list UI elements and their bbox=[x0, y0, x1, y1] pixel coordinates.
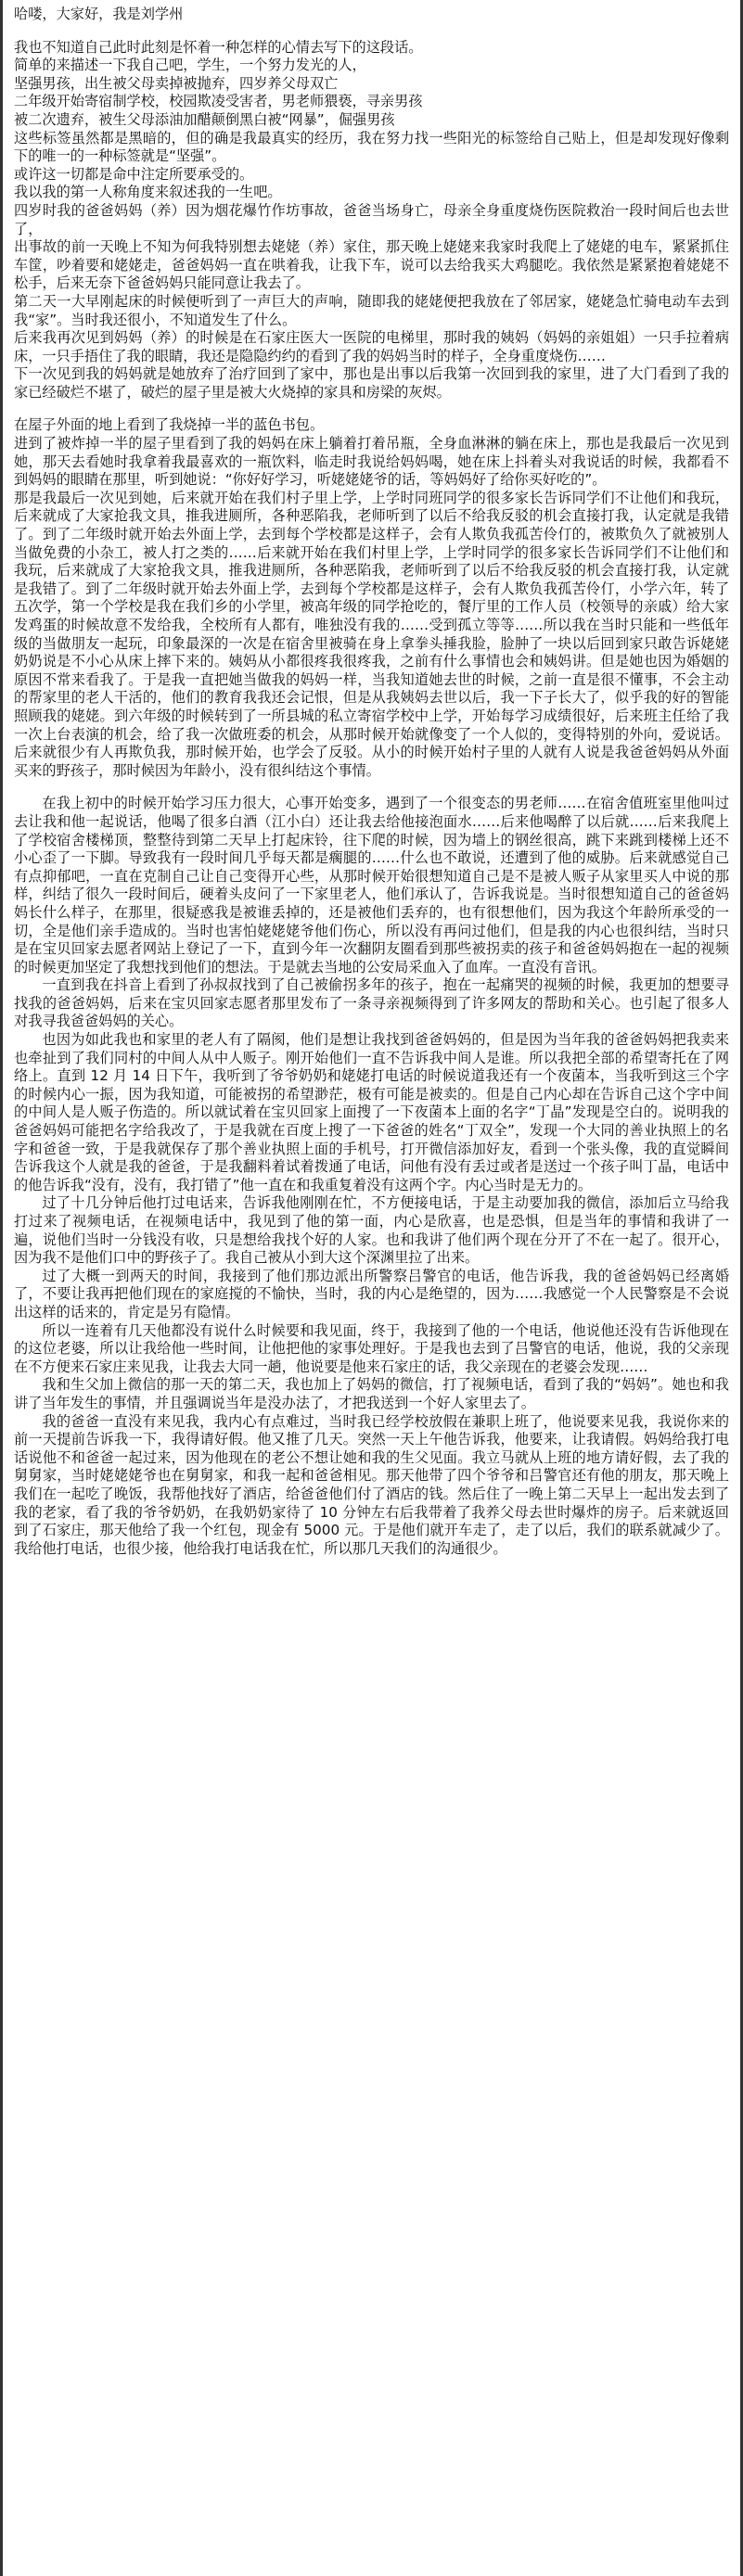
paragraph-last-visit: 进到了被炸掉一半的屋子里看到了我的妈妈在床上躺着打着吊瓶，全身血淋淋的躺在床上，那也是我最后一次见到她，那天去看她时我拿着我最喜欢的一瓶饮料，临走时我说给妈妈喝，她在床上抖着头对我说话的时候，我都看不到妈妈的眼睛在那里，听到她说：“你好好学习，听姥姥姥爷的话，等妈妈好了给你买好吃的”。 bbox=[14, 435, 729, 489]
paragraph-school-years: 那是我最后一次见到她，后来就开始在我们村子里上学，上学时同班同学的很多家长告诉同学们不让他们和我玩，后来就成了大家抢我文具，推我进厕所，各种恶陷我，老师听到了以后不给我反驳的机会直接打我，认定就是我错了。到了二年级时就开始去外面上学，去到每个学校都是这样子，会有人欺负我孤苦伶仃的，被欺负久了就被别人当做免费的小杂工，被人打之类的……后来就开始在我们村里上学，上学时同学的很多家长告诉同学们不让他们和我玩，后来就成了大家抢我文具，推我进厕所，各种恶陷我，老师听到了以后不给我反驳的机会直接打我，认定就是我错了。到了二年级时就开始去外面上学，去到每个学校都是这样子，会有人欺负我孤苦伶仃，小学六年，转了五次学，第一个学校是我在我们乡的小学里，被高年级的同学抢吃的，餐厅里的工作人员（校领导的亲戚）给大家发鸡蛋的时候故意不发给我，全校所有人都有，唯独没有我的……受到孤立等等……所以我在当时只能和一些低年级的当做朋友一起玩，印象最深的一次是在宿舍里被骑在身上拿拳头捶我脸，脸肿了一块以后回到家只敢告诉姥姥奶奶说是不小心从床上摔下来的。姨妈从小都很疼我很疼我，之前有什么事情也会和姨妈讲。但是她也因为婚姻的原因不常来看我了。于是我一直把她当做我的妈妈一样，当我知道她去世的时候，之前一直是很不懂事，不会主动的帮家里的老人干活的，他们的教育我我还会记恨，但是从我姨妈去世以后，我一下子长大了，似乎我的好的智能照顾我的姥姥。到六年级的时候转到了一所县城的私立寄宿学校中上学，开始每学习成绩很好，后来班主任给了我一次上台表演的机会，给了我一次做班委的机会，从那时候开始就像变了一个人似的，变得特别的外向，爱说话。后来就很少有人再欺负我，那时候开始，也学会了反驳。从小的时候开始村子里的人就有人说是我爸爸妈妈从外面买来的野孩子，那时候因为年龄小，没有很纠结这个事情。 bbox=[14, 489, 729, 779]
blank-line bbox=[14, 24, 729, 39]
paragraph-accident: 四岁时我的爸爸妈妈（养）因为烟花爆竹作坊事故，爸爸当场身亡，母亲全身重度烧伤医院救治一段时间后也去世了， bbox=[14, 201, 729, 237]
paragraph-self-intro: 简单的来描述一下我自己吧，学生，一个努力发光的人， bbox=[14, 57, 366, 74]
paragraph-intro: 我也不知道自己此时此刻是怀着一种怎样的心情去写下的这段话。 bbox=[14, 38, 423, 56]
blank-line bbox=[14, 780, 729, 795]
paragraph-police-call: 过了大概一到两天的时间，我接到了他们那边派出所警察吕警官的电话，他告诉我，我的爸爸妈妈已经离婚了，不要让我再把他们现在的家庭搅的不愉快，当时，我的内心是绝望的，因为……我感觉一个人民警察是不会说出这样的话来的，肯定是另有隐情。 bbox=[14, 1267, 729, 1320]
paragraph-meeting-father: 我的爸爸一直没有来见我，我内心有点难过，当时我已经学校放假在兼职上班了，他说要来见我，我说你来的前一天提前告诉我一下，我得请好假。他又推了几天。突然一天上午他告诉我，他要来，让我请假。妈妈给我打电话说他不和爸爸一起过来，因为他现在的老公不想让她和我的生父见面。我立马就从上班的地方请好假，去了我的舅舅家，当时姥姥姥爷也在舅舅家，和我一起和爸爸相见。那天他带了四个爷爷和吕警官还有他的朋友，那天晚上我们在一起吃了晚饭，我帮他找好了酒店，给爸爸他们付了酒店的钱。然后住了一晚上第二天早上一起出发去到了我的老家，看了我的爷爷奶奶，在我奶奶家待了 10 分钟左右后我带着了我养父母去世时爆炸的房子。后来就返回到了石家庄，那天他给了我一个红包，现金有 5000 元。于是他们就开车走了，走了以后，我们的联系就减少了。我给他打电话，也很少接，他给我打电话我在忙，所以那几天我们的沟通很少。 bbox=[14, 1412, 729, 1557]
paragraph-next-morning: 第二天一大早刚起床的时候便听到了一声巨大的声响，随即我的姥姥便把我放在了邻居家，姥姥急忙骑电动车去到我“家”。当时我还很小，不知道发生了什么。 bbox=[14, 292, 729, 328]
paragraph-tag-1: 坚强男孩，出生被父母卖掉被抛弃，四岁养父母双亡 bbox=[14, 74, 339, 92]
paragraph-tags-summary: 这些标签虽然都是黑暗的，但的确是我最真实的经历，我在努力找一些阳光的标签给自己贴上，但是却发现好像剩下的唯一的一种标签就是“坚强”。 bbox=[14, 129, 729, 165]
paragraph-search: 也因为如此我也和家里的老人有了隔阂，他们是想让我找到爸爸妈妈的，但是因为当年我的爸爸妈妈把我卖来也牵扯到了我们同村的中间人从中人贩子。刚开始他们一直不告诉我中间人是谁。所以我把全部的希望寄托在了网络上。直到 12 月 14 日下午，我听到了爷爷奶奶和姥姥打电话的时候说道我还有一个夜菌本，当我听到这三个字的时候内心一振，因为我知道，可能被拐的希望渺茫，极有可能是被卖的。但是自己内心却在告诉自己这个字中间的中间人是人贩子伤造的。所以就试着在宝贝回家上面搜了一下夜菌本上面的名字“丁晶”发现是空白的。说明我的爸爸妈妈可能把名字给我改了，于是我就在百度上搜了一下爸爸的姓名“丁双全”，发现一个大同的善业执照上的名字和爸爸一致，于是我就保存了那个善业执照上面的手机号，打开微信添加好友，看到一个张头像，我的直觉瞬间告诉我这个人就是我的爸爸，于是我翻料着试着拨通了电话，问他有没有丢过或者是送过一个孩子叫丁晶，电话中的他告诉我“没有，没有，我打错了”他一直在和我重复着没有这两个字。内心当时是无力的。 bbox=[14, 1031, 729, 1193]
paragraph-tag-2: 二年级开始寄宿制学校，校园欺凌受害者，男老师猥亵，寻亲男孩 bbox=[14, 93, 423, 110]
paragraph-tag-3: 被二次遗弃，被生父母添油加醋颠倒黑白被“网暴”，倔强男孩 bbox=[14, 110, 395, 128]
paragraph-middle-school: 在我上初中的时候开始学习压力很大，心事开始变多，遇到了一个很变态的男老师……在宿舍值班室里他叫过去让我和他一起说话，他喝了很多白酒（江小白）还让我去给他接泡面水……后来他喝醉了以后就……后来我爬上了学校宿舍楼梯顶，整整待到第二天早上打起床铃，往下爬的时候，因为墙上的钢丝很高，跳下来跳到楼梯上还不小心歪了一下脚。导致我有一段时间几乎每天都是瘸腿的……什么也不敢说，还遭到了他的威胁。后来就感觉自己有点抑郁吧，一直在克制自己让自己变得开心些，从那时候开始很想知道自己是不是被人贩子从家里买人中说的那样，纠结了很久一段时间后，硬着头皮问了一下家里老人，他们承认了，告诉我说是。当时很想知道自己的爸爸妈妈长什么样子，在那里，很疑惑我是被谁丢掉的，还是被他们丢弃的，也有很想他们，因为我这个年龄所承受的一切，全是他们亲手造成的。当时也害怕姥姥姥爷他们伤心，所以没有再问过他们，但是我的内心也很纠结，当时只是在宝贝回家去愿者网站上登记了一下，直到今年一次翻阴友圈看到那些被拐卖的孩子和爸爸妈妈抱在一起的视频的时候更加坚定了我想找到他们的想法。于是就去当地的公安局采血入了血库。一直没有音讯。 bbox=[14, 795, 729, 976]
paragraph-home-ruins: 下一次见到我的妈妈就是她放弃了治疗回到了家中，那也是出事以后我第一次回到我的家里，进了大门看到了我的家已经破烂不堪了，破烂的屋子里是被大火烧掉的家具和房梁的灰烬。 bbox=[14, 365, 729, 401]
paragraph-schoolbag: 在屋子外面的地上看到了我烧掉一半的蓝色书包。 bbox=[14, 416, 325, 434]
paragraph-fate: 或许这一切都是命中注定所要承受的。 bbox=[14, 165, 254, 183]
paragraph-mother-wechat: 我和生父加上微信的那一天的第二天，我也加上了妈妈的微信，打了视频电话，看到了我的“妈妈”。她也和我讲了当年发生的事情，并且强调说当年是没办法了，才把我送到一个好人家里去了。 bbox=[14, 1376, 729, 1411]
paragraph-douyin: 一直到我在抖音上看到了孙叔叔找到了自己被偷拐多年的孩子，抱在一起痛哭的视频的时候，我更加的想要寻找我的爸爸妈妈，后来在宝贝回家志愿者那里发布了一条寻亲视频得到了许多网友的帮助和关心。也引起了很多人对我寻我爸爸妈妈的关心。 bbox=[14, 976, 729, 1030]
greeting: 哈喽，大家好，我是刘学州 bbox=[14, 6, 184, 22]
paragraph-night-before: 出事故的前一天晚上不知为何我特别想去姥姥（养）家住，那天晚上姥姥来我家时我爬上了姥姥的电车，紧紧抓住车筐，吵着要和姥姥走，爸爸妈妈一直在哄着我，让我下车，说可以去给我买大鸡腿吃。我依然是紧紧抱着姥姥不松手，后来无奈下爸爸妈妈只能同意让我去了。 bbox=[14, 238, 729, 292]
paragraph-first-person: 我以我的第一人称角度来叙述我的一生吧。 bbox=[14, 184, 282, 201]
paragraph-waiting: 所以一连着有几天他都没有说什么时候要和我见面，终于，我接到了他的一个电话，他说他还没有告诉他现在的这位老婆，所以让我给他一些时间，让他把他的家事处理好。于是我也去到了吕警官的电话，他说，我的父亲现在不方便来石家庄来见我，让我去大同一趟，他说要是他来石家庄的话，我父亲现在的老婆会发现…… bbox=[14, 1321, 729, 1375]
paragraph-hospital: 后来我再次见到妈妈（养）的时候是在石家庄医大一医院的电梯里，那时我的姨妈（妈妈的亲姐姐）一只手拉着病床，一只手捂住了我的眼睛，我还是隐隐约约的看到了我的妈妈当时的样子，全身重度烧伤…… bbox=[14, 329, 729, 364]
paragraph-video-call: 过了十几分钟后他打过电话来，告诉我他刚刚在忙，不方便接电话，于是主动要加我的微信，添加后立马给我打过来了视频电话，在视频电话中，我见到了他的第一面，内心是欣喜，也是恐惧，但是当年的事情和我讲了一遍，说他们当时一分钱没有收，只是想给我找个好的人家。也和我讲了他们两个现在分开了不在一起了。很开心，因为我不是他们口中的野孩子了。我自己被从小到大这个深渊里拉了出来。 bbox=[14, 1194, 729, 1267]
blank-line bbox=[14, 402, 729, 416]
